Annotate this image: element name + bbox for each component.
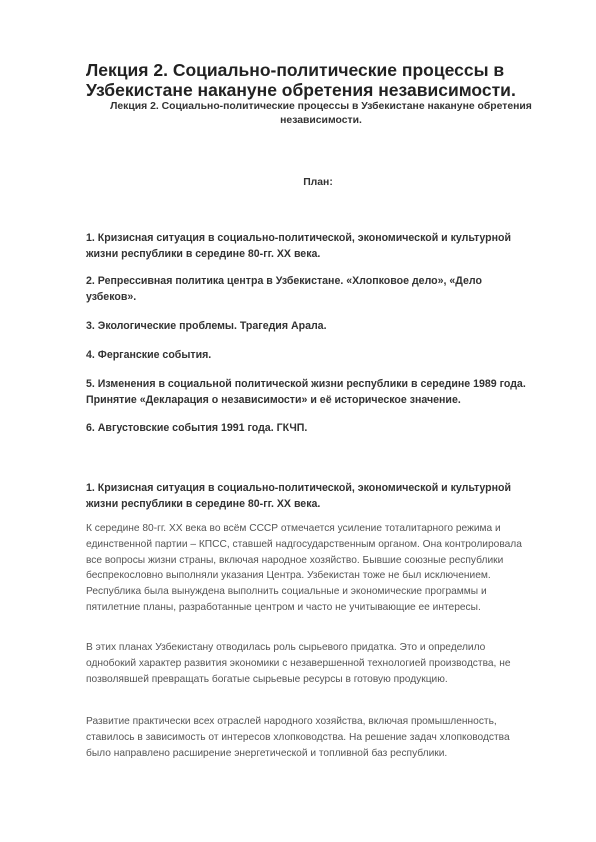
document-subtitle: Лекция 2. Социально-политические процессы в Узбекистане накануне обретения независимости. <box>110 101 532 126</box>
plan-heading: План: <box>303 177 333 188</box>
body-paragraph: К середине 80-гг. XX века во всём СССР отмечается усиление тоталитарного режима и единственной партии – КПСС, ставшей надгосударственным органом. Она контролировала все вопросы жизни страны, включая народное хозяйство. Бывшие союзные республики беспрекословно выполняли указания Центра. Узбекистан тоже не был исключением. Республика была вынуждена выполнить социальные и экономические программы и пятилетние планы, разработанные центром и часто не учитывающие ее интересы. <box>86 523 522 613</box>
plan-item-6: 6. Августовские события 1991 года. ГКЧП. <box>86 422 308 434</box>
body-paragraph: Развитие практически всех отраслей народного хозяйства, включая промышленность, ставилось в зависимость от интересов хлопководства. На решение задач хлопководства было направлено расширение энергетической и топливной баз республики. <box>86 716 510 759</box>
plan-item-2: 2. Репрессивная политика центра в Узбекистане. «Хлопковое дело», «Дело узбеков». <box>86 275 482 303</box>
plan-item-3: 3. Экологические проблемы. Трагедия Арала. <box>86 320 327 332</box>
body-paragraph: В этих планах Узбекистану отводилась роль сырьевого придатка. Это и определило однобокий характер развития экономики с незавершенной технологией производства, не позволявшей превращать богатые сырьевые ресурсы в готовую продукцию. <box>86 642 511 685</box>
plan-item-1: 1. Кризисная ситуация в социально-политической, экономической и культурной жизни республики в середине 80-гг. XX века. <box>86 232 512 260</box>
document-title: Лекция 2. Социально-политические процессы в Узбекистане накануне обретения независимости. <box>86 60 516 100</box>
plan-item-4: 4. Ферганские события. <box>86 349 212 361</box>
plan-item-5: 5. Изменения в социальной политической жизни республики в середине 1989 года. Принятие «Декларация о независимости» и её историческое значение. <box>86 378 526 406</box>
section-heading: 1. Кризисная ситуация в социально-политической, экономической и культурной жизни республики в середине 80-гг. XX века. <box>86 482 512 510</box>
